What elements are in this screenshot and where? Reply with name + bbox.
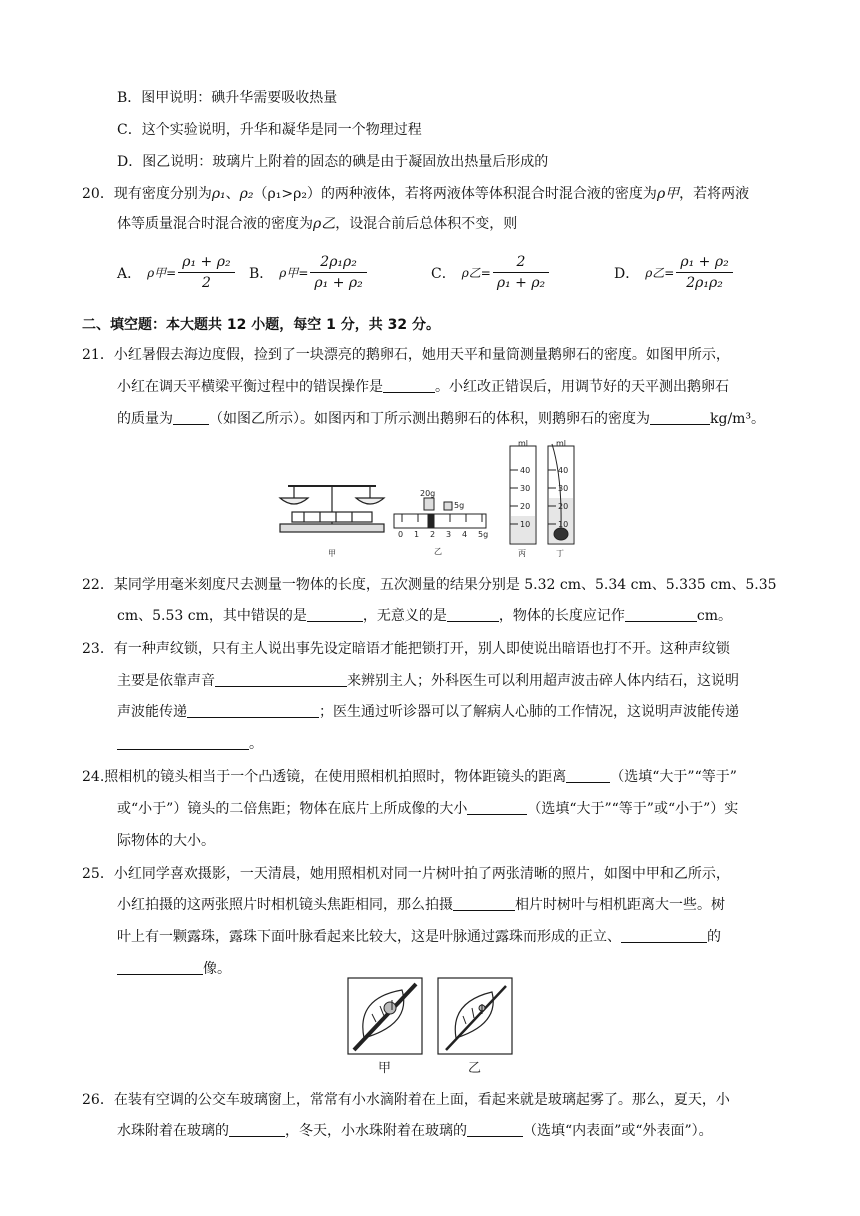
leaf-photo-jia	[348, 978, 422, 1054]
question-number: 23．	[82, 641, 114, 657]
question-number: 22．	[82, 577, 114, 593]
q26-line1	[82, 1091, 730, 1109]
q22-unit: cm。	[696, 608, 732, 624]
cylinder-tick: 10	[520, 520, 531, 529]
option-lhs: ρ乙=	[461, 266, 491, 280]
q21-text: 小红暑假去海边度假，捡到了一块漂亮的鹅卵石，她用天平和量筒测量鹅卵石的密度。如图甲所示，	[113, 347, 730, 363]
q20-text: 体等质量混合时混合液的密度为	[117, 216, 313, 232]
denominator: ρ₁ + ρ₂	[314, 275, 363, 291]
rider-ruler-figure	[394, 498, 486, 528]
option-lhs: ρ甲=	[279, 266, 309, 280]
numerator: 2	[493, 252, 549, 273]
figure-label: 乙	[434, 547, 442, 556]
q20-text: 的两种液体，若将两液体等体积混合时混合液的密度为	[320, 186, 657, 202]
weight-label: 20g	[420, 489, 436, 498]
balance-and-cylinder-figure	[274, 436, 586, 560]
cylinder-tick: 40	[520, 466, 531, 475]
q22-line1	[82, 576, 777, 594]
q25-line3	[117, 928, 721, 946]
q24-line1	[82, 768, 737, 786]
option-fraction	[493, 252, 549, 293]
option-label: B．	[249, 265, 274, 282]
leaf-photo-yi	[438, 978, 512, 1054]
measuring-cylinder-before	[510, 446, 536, 544]
answer-blank[interactable]	[453, 896, 515, 911]
q20-option-c	[431, 252, 549, 293]
numerator: ρ₁ + ρ₂	[676, 252, 732, 273]
question-number: 20．	[82, 186, 114, 202]
option-lhs: ρ乙=	[645, 266, 675, 280]
rho1-symbol: ρ₁	[211, 186, 226, 202]
option-fraction	[178, 252, 234, 293]
q21-line3	[117, 410, 765, 428]
answer-blank[interactable]	[229, 1122, 285, 1137]
q21-text: （如图乙所示）。如图丙和丁所示测出鹅卵石的体积，则鹅卵石的密度为	[209, 411, 650, 427]
option-fraction	[310, 252, 366, 293]
leaf-photos-figure	[346, 976, 516, 1076]
rho-jia-symbol: ρ甲	[656, 186, 680, 202]
q22-text: 某同学用毫米刻度尺去测量一物体的长度，五次测量的结果分别是 5.32 cm、5.34 cm、5.335 cm、5.35	[113, 577, 777, 593]
answer-blank[interactable]	[650, 410, 710, 425]
q24-line3: 际物体的大小。	[117, 833, 215, 849]
answer-blank[interactable]	[383, 378, 435, 393]
question-number: 25．	[82, 866, 114, 882]
option-lhs: ρ甲=	[147, 266, 177, 280]
q26-line2	[117, 1122, 713, 1140]
section-heading: 二、填空题：本大题共 12 小题，每空 1 分，共 32 分。	[82, 317, 440, 333]
balance-figure	[280, 486, 384, 532]
q25-text: 的	[707, 929, 721, 945]
question-number: 21．	[82, 347, 114, 363]
q20-option-d	[614, 252, 733, 293]
q23-line1	[82, 640, 730, 658]
numerator: 2ρ₁ρ₂	[310, 252, 366, 273]
q21-unit: kg/m³。	[710, 411, 766, 427]
figure-label: 甲	[328, 549, 336, 558]
ruler-tick-label: 0	[398, 530, 404, 539]
answer-blank[interactable]	[307, 607, 363, 622]
measuring-cylinder-after	[548, 444, 574, 544]
q20-text: 现有密度分别为	[113, 186, 212, 202]
option-fraction	[676, 252, 732, 293]
answer-blank[interactable]	[215, 672, 347, 687]
answer-blank[interactable]	[625, 607, 697, 622]
cylinder-tick: 30	[558, 484, 569, 493]
cylinder-tick: 10	[558, 520, 569, 529]
q20-condition: （ρ₁>ρ₂）	[253, 186, 321, 202]
q25-line4	[117, 960, 231, 978]
q25-text: 小红拍摄的这两张照片时相机镜头焦距相同，那么拍摄	[117, 897, 453, 913]
q25-text: 小红同学喜欢摄影，一天清晨，她用照相机对同一片树叶拍了两张清晰的照片，如图中甲和乙所示，	[113, 866, 730, 882]
ruler-tick-label: 4	[462, 530, 468, 539]
q20-text: ，若将两液	[679, 186, 750, 202]
q24-text: 或“小于”）镜头的二倍焦距；物体在底片上所成像的大小	[117, 801, 468, 817]
figure-label: 甲	[378, 1061, 392, 1076]
cylinder-unit: ml	[518, 439, 529, 448]
q22-text: ，无意义的是	[362, 608, 447, 624]
denominator: 2	[201, 275, 211, 291]
q22-text: ，物体的长度应记作	[498, 608, 625, 624]
cylinder-tick: 20	[520, 502, 531, 511]
q26-text: （选填“内表面”或“外表面”）。	[523, 1123, 713, 1139]
answer-blank[interactable]	[173, 410, 209, 425]
q20-line2	[117, 215, 517, 233]
question-number: 26．	[82, 1092, 114, 1108]
q22-line2	[117, 607, 732, 625]
cylinder-tick: 40	[558, 466, 569, 475]
q21-text: 的质量为	[117, 411, 173, 427]
q25-line2	[117, 896, 725, 914]
option-label: C．	[431, 265, 456, 282]
option-label: A．	[117, 265, 142, 282]
weight-label: 5g	[454, 501, 465, 510]
q21-text: 小红在调天平横梁平衡过程中的错误操作是	[117, 379, 383, 395]
q23-text: 来辨别主人；外科医生可以利用超声波击碎人体内结石，这说明	[347, 673, 739, 689]
q25-text: 相片时树叶与相机距离大一些。树	[515, 897, 725, 913]
q20-line1: 20．现有密度分别为ρ₁、ρ₂（ρ₁>ρ₂）的两种液体，若将两液体等体积混合时混合液的密度为ρ甲，若将两液	[82, 186, 750, 202]
cylinder-unit: ml	[556, 439, 567, 448]
q23-text: 。	[249, 736, 263, 752]
rho2-symbol: ρ₂	[239, 186, 254, 202]
q25-line1	[82, 865, 730, 883]
q23-line4	[117, 735, 263, 753]
cylinder-tick: 20	[558, 502, 569, 511]
ruler-tick-label: 5g	[478, 530, 489, 539]
question-number: 24.	[82, 769, 105, 785]
q19-option-d: D．图乙说明：玻璃片上附着的固态的碘是由于凝固放出热量后形成的	[117, 154, 549, 170]
q24-line2	[117, 800, 738, 818]
answer-blank[interactable]	[187, 703, 319, 718]
answer-blank[interactable]	[467, 1122, 523, 1137]
ruler-tick-label: 3	[446, 530, 452, 539]
answer-blank[interactable]	[447, 607, 499, 622]
q20-text: ，设混合前后总体积不变，则	[335, 216, 518, 232]
numerator: ρ₁ + ρ₂	[178, 252, 234, 273]
figure-label: 乙	[468, 1061, 482, 1076]
answer-blank[interactable]	[467, 800, 527, 815]
q23-text: 声波能传递	[117, 704, 187, 720]
q21-line1	[82, 346, 730, 364]
q19-option-c: C．这个实验说明，升华和凝华是同一个物理过程	[117, 122, 422, 138]
answer-blank[interactable]	[566, 768, 610, 783]
denominator: ρ₁ + ρ₂	[496, 275, 546, 291]
ruler-tick-label: 1	[414, 530, 420, 539]
q21-line2	[117, 378, 729, 396]
q25-text: 叶上有一颗露珠，露珠下面叶脉看起来比较大，这是叶脉通过露珠而形成的正立、	[117, 929, 621, 945]
q19-option-b: B．图甲说明：碘升华需要吸收热量	[117, 90, 338, 106]
q21-text: 。小红改正错误后，用调节好的天平测出鹅卵石	[435, 379, 729, 395]
answer-blank[interactable]	[117, 960, 203, 975]
q26-text: 水珠附着在玻璃的	[117, 1123, 229, 1139]
q23-text: 主要是依靠声音	[117, 673, 215, 689]
figure-label: 丁	[556, 549, 564, 558]
option-label: D．	[614, 265, 640, 282]
q20-option-a	[117, 252, 235, 293]
q23-text: ；医生通过听诊器可以了解病人心肺的工作情况，这说明声波能传递	[319, 704, 739, 720]
q26-text: ，冬天，小水珠附着在玻璃的	[285, 1123, 467, 1139]
figure-label: 丙	[518, 549, 526, 558]
q23-text: 有一种声纹锁，只有主人说出事先设定暗语才能把锁打开，别人即使说出暗语也打不开。这种声纹锁	[113, 641, 730, 657]
figure-text	[378, 1061, 481, 1076]
q22-text: cm、5.53 cm，其中错误的是	[117, 608, 307, 624]
q23-line2	[117, 672, 739, 690]
q23-line3	[117, 703, 739, 721]
cylinder-tick: 30	[520, 484, 531, 493]
q25-text: 像。	[203, 961, 231, 977]
q24-text: 照相机的镜头相当于一个凸透镜，在使用照相机拍照时，物体距镜头的距离	[104, 769, 567, 785]
answer-blank[interactable]	[117, 735, 249, 750]
q20-option-b	[249, 252, 367, 293]
q24-text: （选填“大于”“等于”	[610, 769, 737, 785]
answer-blank[interactable]	[621, 928, 707, 943]
ruler-tick-label: 2	[430, 530, 436, 539]
rho-yi-symbol: ρ乙	[313, 216, 336, 232]
q26-text: 在装有空调的公交车玻璃窗上，常常有小水滴附着在上面，看起来就是玻璃起雾了。那么，夏天，小	[113, 1092, 730, 1108]
q24-text: （选填“大于”“等于”或“小于”）实	[527, 801, 739, 817]
denominator: 2ρ₁ρ₂	[686, 275, 723, 291]
